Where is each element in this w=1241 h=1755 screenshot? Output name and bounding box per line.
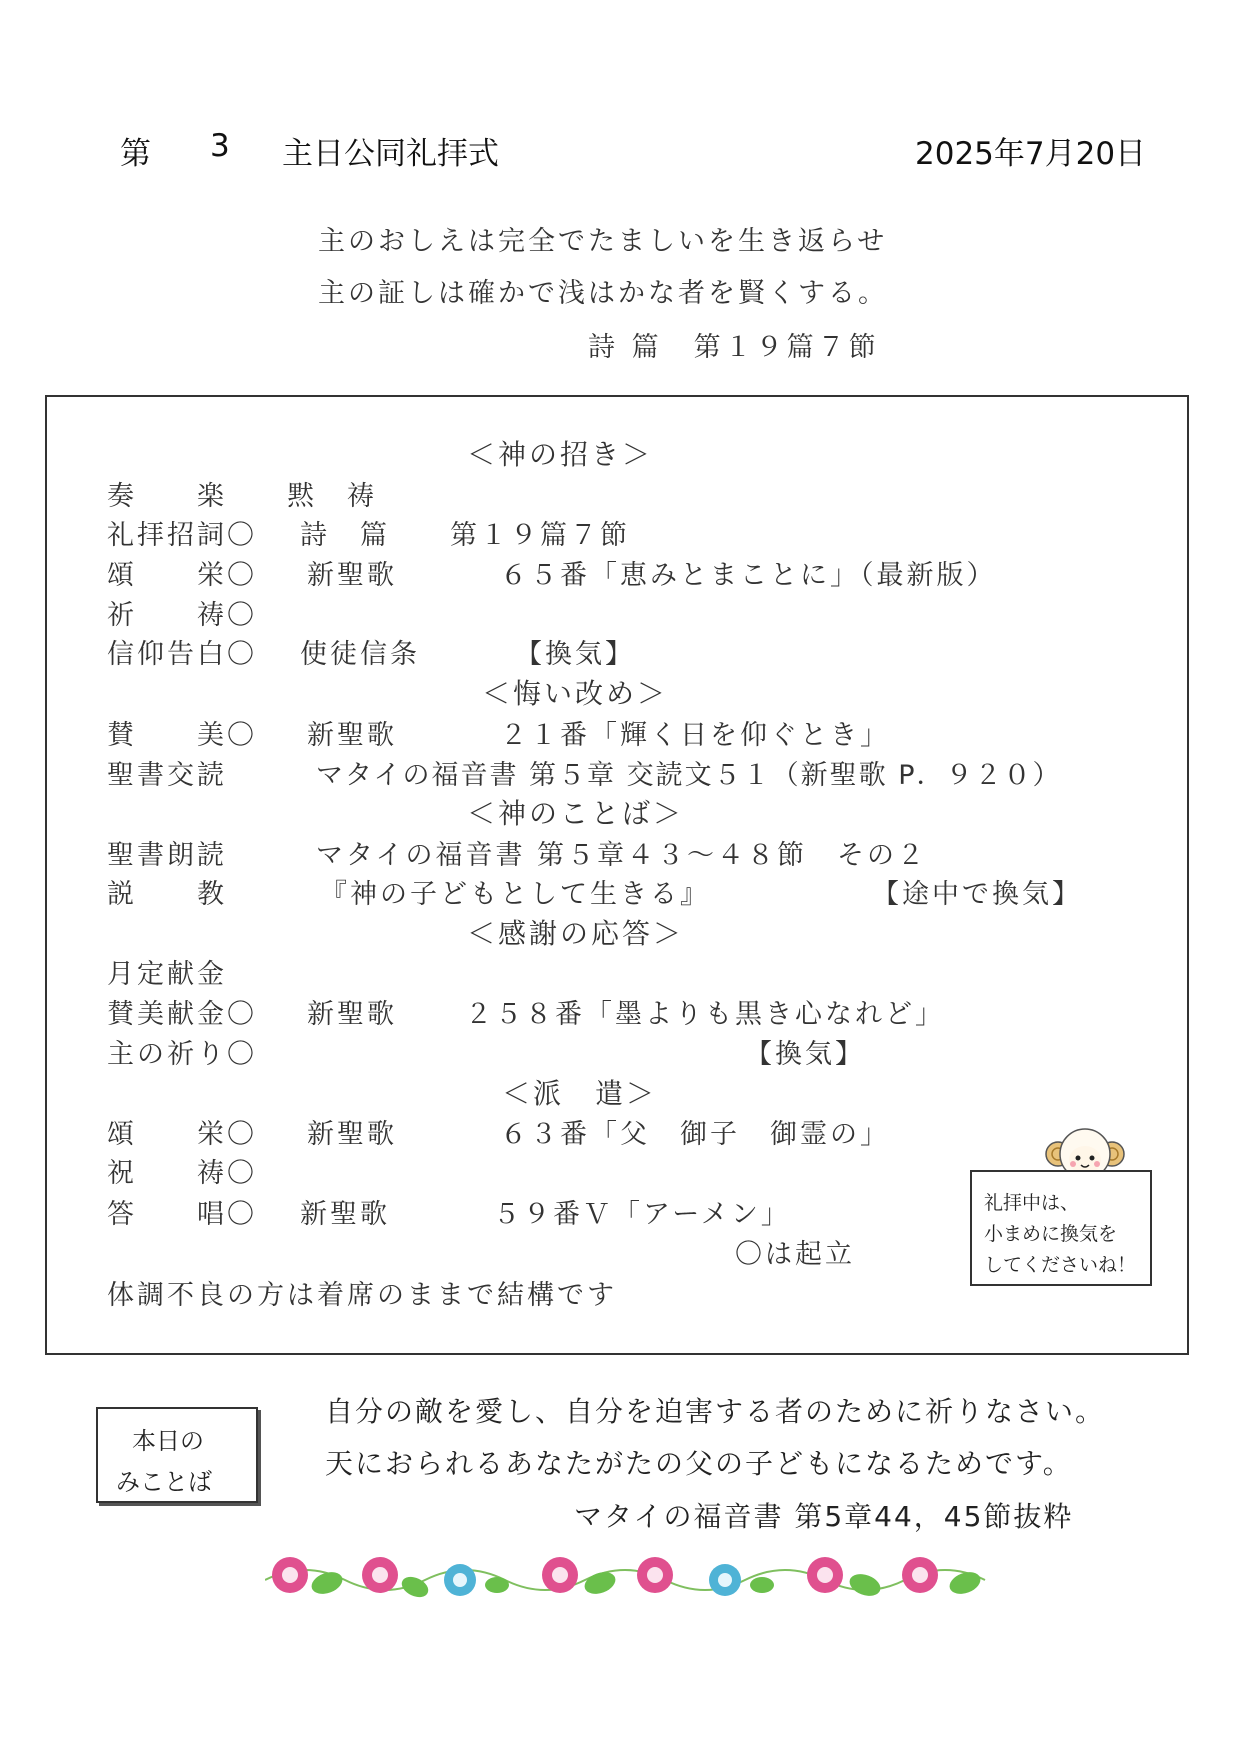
ventilation-note: 【換気】 <box>745 1039 865 1070</box>
order-item-creed: 信仰告白〇 <box>107 639 257 670</box>
order-item-praise-book: 新聖歌 <box>307 720 397 751</box>
ventilation-reminder-card <box>970 1170 1152 1286</box>
ventilation-note: 【途中で換気】 <box>872 879 1082 910</box>
order-item-closing-doxology: 頌 栄〇 <box>107 1119 257 1150</box>
order-item-offering-hymn: 賛美献金〇 <box>107 999 257 1030</box>
reminder-line-2: 小まめに換気を <box>984 1223 1118 1245</box>
sermon-title: 『神の子どもとして生きる』 <box>320 879 710 910</box>
section-heading-invocation: ＜神の招き＞ <box>467 438 654 471</box>
order-item-prelude: 奏 楽 黙 祷 <box>107 481 377 512</box>
section-heading-sending: ＜派 遣＞ <box>502 1077 658 1110</box>
section-heading-repentance: ＜悔い改め＞ <box>482 677 669 710</box>
opening-verse-line-1: 主のおしえは完全でたましいを生き返らせ <box>318 226 888 257</box>
section-heading-thanksgiving: ＜感謝の応答＞ <box>467 917 685 950</box>
order-item-doxology-detail: ６５番「恵みとまことに」（最新版） <box>500 560 997 591</box>
order-item-doxology: 頌 栄〇 <box>107 560 257 591</box>
morning-glory-border-icon <box>265 1545 1015 1615</box>
todays-word-line-2: 天におられるあなたがたの父の子どもになるためです。 <box>325 1447 1073 1480</box>
order-item-offering-hymn-detail: ２５８番「墨よりも黒き心なれど」 <box>465 999 945 1030</box>
order-item-praise: 賛 美〇 <box>107 720 257 751</box>
order-item-prayer: 祈 祷〇 <box>107 600 257 631</box>
reminder-line-3: してくださいね！ <box>984 1254 1137 1276</box>
opening-verse-line-2: 主の証しは確かで浅はかな者を賢くする。 <box>318 278 888 309</box>
order-item-call-to-worship-detail: 詩 篇 第１９篇７節 <box>300 520 630 551</box>
order-item-benediction: 祝 祷〇 <box>107 1158 257 1189</box>
stand-note: 〇は起立 <box>735 1239 855 1270</box>
order-item-creed-book: 使徒信条 <box>300 639 420 670</box>
order-item-response-detail: ５９番Ｖ「アーメン」 <box>493 1199 791 1230</box>
todays-word-line-1: 自分の敵を愛し、自分を迫害する者のために祈りなさい。 <box>325 1395 1106 1428</box>
order-item-response-book: 新聖歌 <box>300 1199 390 1230</box>
service-number: 3 <box>210 128 230 164</box>
ventilation-note: 【換気】 <box>515 639 635 670</box>
order-item-scripture-reading-detail: マタイの福音書 第５章４３～４８節 その２ <box>316 840 928 871</box>
todays-word-label-line-2: みことば <box>116 1468 212 1496</box>
service-date: 2025年7月20日 <box>915 136 1147 172</box>
order-item-responsive-reading: 聖書交読 <box>107 760 227 791</box>
health-note: 体調不良の方は着席のままで結構です <box>107 1280 617 1311</box>
order-item-call-to-worship: 礼拝招詞〇 <box>107 520 257 551</box>
order-item-closing-doxology-book: 新聖歌 <box>307 1119 397 1150</box>
reminder-line-1: 礼拝中は、 <box>984 1192 1080 1214</box>
todays-word-label <box>96 1407 258 1503</box>
order-item-scripture-reading: 聖書朗読 <box>107 840 227 871</box>
section-heading-word: ＜神のことば＞ <box>467 797 685 830</box>
opening-verse-citation: 詩 篇 第１９篇７節 <box>588 332 880 363</box>
order-item-response: 答 唱〇 <box>107 1199 257 1230</box>
order-item-responsive-reading-detail: マタイの福音書 第５章 交読文５１（新聖歌 P．９２０） <box>316 760 1062 791</box>
order-item-monthly-offering: 月定献金 <box>107 959 227 990</box>
order-item-doxology-book: 新聖歌 <box>307 560 397 591</box>
service-title: 主日公同礼拝式 <box>282 136 499 172</box>
todays-word-citation: マタイの福音書 第5章44，45節抜粋 <box>574 1500 1074 1533</box>
order-item-offering-hymn-book: 新聖歌 <box>307 999 397 1030</box>
order-item-closing-doxology-detail: ６３番「父 御子 御霊の」 <box>500 1119 890 1150</box>
todays-word-label-line-1: 本日の <box>132 1427 204 1455</box>
service-label: 第 <box>120 136 151 172</box>
order-item-praise-detail: ２１番「輝く日を仰ぐとき」 <box>500 720 890 751</box>
order-item-lords-prayer: 主の祈り〇 <box>107 1039 257 1070</box>
order-item-sermon: 説 教 <box>107 879 227 910</box>
